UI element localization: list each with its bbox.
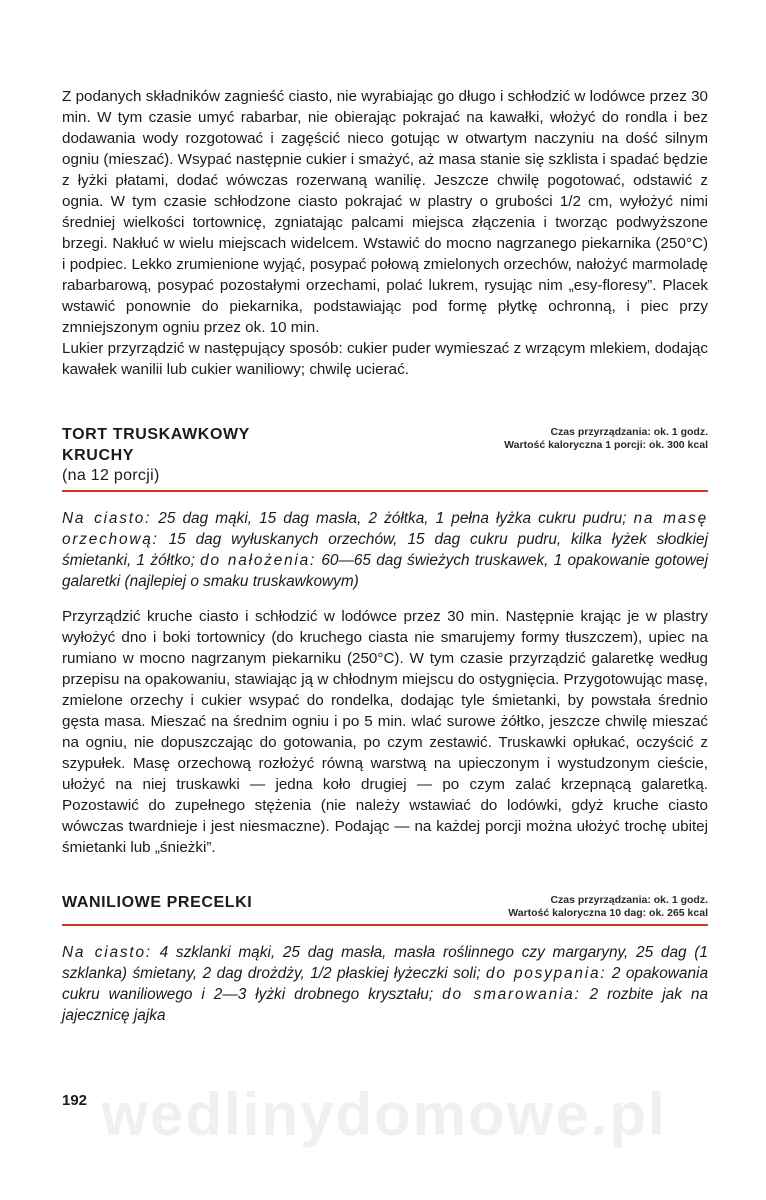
ingredient-group-label: do posypania: xyxy=(485,965,607,982)
calories: Wartość kaloryczna 1 porcji: ok. 300 kcal xyxy=(504,439,708,451)
prep-time: Czas przyrządzania: ok. 1 godz. xyxy=(550,894,708,906)
recipe-meta xyxy=(504,426,708,452)
ingredient-group-text: 25 dag mąki, 15 dag masła, 2 żółtka, 1 pełna łyżka cukru pudru; xyxy=(151,510,634,527)
watermark: wedlinydomowe.pl xyxy=(101,1081,667,1148)
ingredients-list xyxy=(62,508,708,592)
method-paragraph: Przyrządzić kruche ciasto i schłodzić w lodówce przez 30 min. Następnie krając je w plastry wyłożyć dno i boki tortownicy (do kruchego ciasta nie smarujemy formy tłuszczem), upiec na rumiano w mocno nagrzanym piekarniku (250°C). W tym czasie przyrządzić galaretkę według przepisu na opakowaniu, stawiając ją w chłodnym miejscu do ostygnięcia. Przygotowując masę, zmielone orzechy i cukier wsypać do rondelka, dodając tyle śmietanki, by powstała średnio gęsta masa. Mieszać na średnim ogniu i po 5 min. wlać surowe żółtko, jeszcze chwilę mieszać na ogniu, nie dopuszczając do gotowania, po czym zestawić. Truskawki opłukać, oczyścić z szypułek. Masę orzechową rozłożyć równą warstwą na upieczonym i wystudzonym cieście, ułożyć na niej truskawki — jedna koło drugiej — po czym zalać krzepnącą galaretką. Pozostawić do zupełnego stężenia (nie należy wstawiać do lodówki, gdyż kruche ciasto wówczas twardnieje i jest niesmaczne). Podając — na każdej porcji można ułożyć trochę ubitej śmietanki lub „śnieżki”. xyxy=(62,608,708,856)
recipe-portions: (na 12 porcji) xyxy=(62,467,160,484)
ingredient-group-text: 2 rozbite jak na jajecznicę jajka xyxy=(62,986,709,1024)
recipe-title: WANILIOWE PRECELKI xyxy=(62,894,253,911)
cookbook-page xyxy=(62,86,708,1026)
recipe-meta xyxy=(508,894,708,920)
ingredient-group-text: 15 dag wyłuskanych orzechów, 15 dag cukru pudru, kilka łyżek słodkiej śmietanki, 1 żółtko; xyxy=(62,531,708,569)
ingredient-group-text: 2 opakowania cukru waniliowego i 2—3 łyżki drobnego kryształu; xyxy=(62,965,709,1003)
recipe-title: TORT TRUSKAWKOWY KRUCHY xyxy=(62,426,250,464)
recipe-header-tort xyxy=(62,424,708,482)
ingredient-group-label: do smarowania: xyxy=(442,986,581,1003)
ingredients-list xyxy=(62,942,708,1026)
ingredient-group-text: 4 szklanki mąki, 25 dag masła, masła roślinnego czy margaryny, 25 dag (1 szklanka) śmietany, 2 dag drożdży, 1/2 płaskiej łyżeczki soli; xyxy=(62,944,708,982)
ingredient-group-label: Na ciasto: xyxy=(62,510,152,527)
prep-time: Czas przyrządzania: ok. 1 godz. xyxy=(550,426,708,438)
ingredient-group-label: Na ciasto: xyxy=(62,944,152,961)
ingredient-group-text: 60—65 dag świeżych truskawek, 1 opakowanie gotowej galaretki (najlepiej o smaku truskawkowym) xyxy=(62,552,708,590)
icing-paragraph: Lukier przyrządzić w następujący sposób: cukier puder wymieszać z wrzącym mlekiem, dodając kawałek wanilii lub cukier waniliowy; chwilę ucierać. xyxy=(62,340,708,378)
calories: Wartość kaloryczna 10 dag: ok. 265 kcal xyxy=(508,907,708,919)
section-divider xyxy=(62,490,708,492)
ingredient-group-label: do nałożenia: xyxy=(200,552,317,569)
recipe-header-precelki xyxy=(62,892,708,919)
ingredient-group-label: na masę orzechową: xyxy=(62,510,708,548)
intro-paragraph: Z podanych składników zagnieść ciasto, nie wyrabiając go długo i schłodzić w lodówce przez 30 min. W tym czasie umyć rabarbar, nie obierając pokrajać na kawałki, włożyć do rondla i bez dodawania wody rozgotować i zagęścić nieco gotując w otwartym naczyniu na dość silnym ogniu (mieszać). Wsypać następnie cukier i smażyć, aż masa stanie się szklista i spadać będzie z łyżki płatami, dodać wówczas rozerwaną wanilię. Jeszcze chwilę pogotować, odstawić z ognia. W tym czasie schłodzone ciasto pokrajać w plastry o grubości 1/2 cm, wyłożyć nimi średniej wielkości tortownicę, zgniatając palcami miejsca złączenia i tworząc podwyższone brzegi. Nakłuć w wielu miejscach widelcem. Wstawić do mocno nagrzanego piekarnika (250°C) i podpiec. Lekko zrumienione wyjąć, posypać połową zmielonych orzechów, nałożyć marmoladę rabarbarową, posypać pozostałymi orzechami, polać lukrem, rysując nim „esy-floresy”. Placek wstawić ponownie do piekarnika, podstawiając pod formę płytkę ochronną, i piec przy zmniejszonym ogniu przez ok. 10 min. xyxy=(62,88,708,336)
section-divider xyxy=(62,924,708,926)
page-number: 192 xyxy=(62,1092,88,1109)
